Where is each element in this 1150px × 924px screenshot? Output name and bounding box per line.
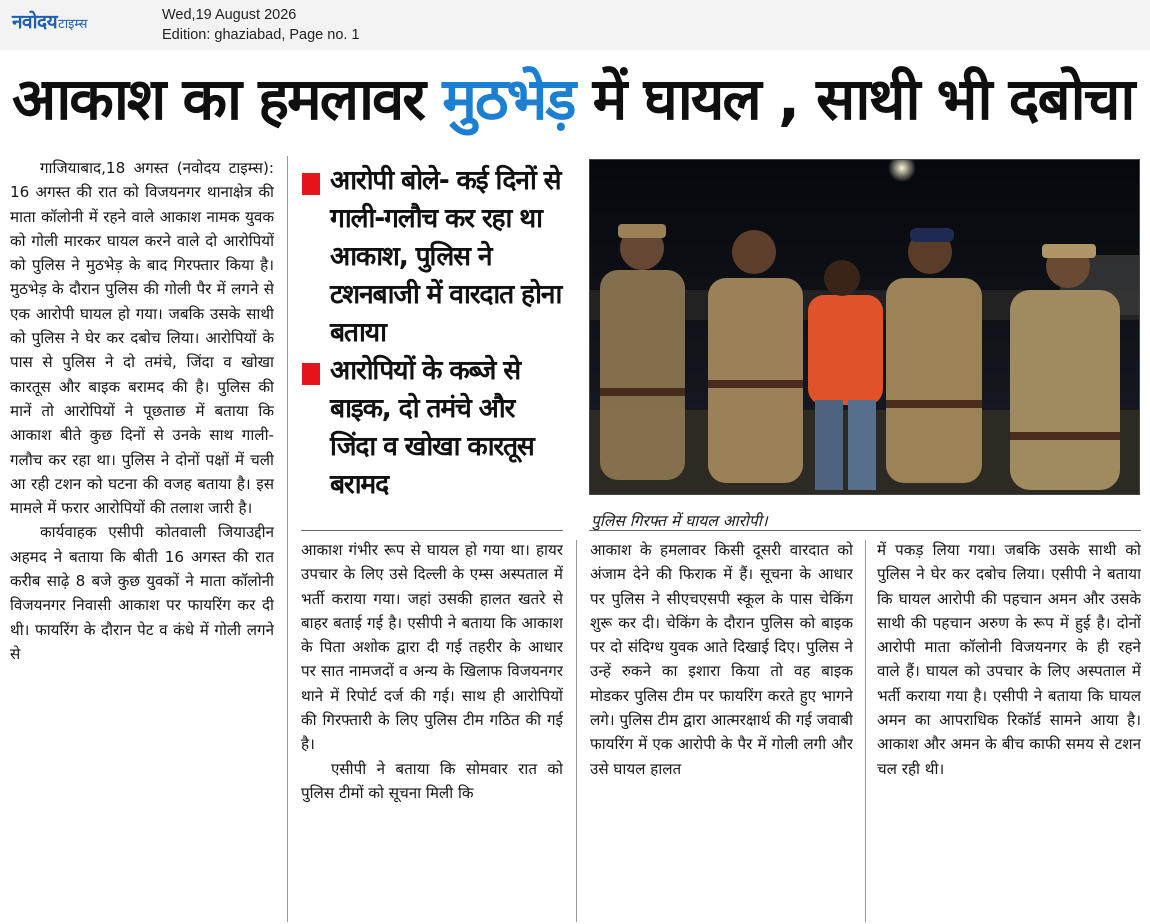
highlight-text: आरोपियों के कब्जे से बाइक, दो तमंचे और जिंदा व खोखा कारतूस बरामद (330, 355, 534, 500)
article-column-4 (877, 538, 1141, 922)
column-1-paragraph-2: कार्यवाहक एसीपी कोतवाली जियाउद्दीन अहमद ने बताया कि बीती 16 अगस्त की रात करीब साढ़े 8 बजे कुछ युवकों ने माता कॉलोनी विजयनगर निवासी आकाश पर फायरिंग कर दी थी। फायरिंग के दौरान पेट व कंधे में गोली लगने से (10, 523, 274, 663)
headline-part-2: में घायल , साथी भी दबोचा (574, 65, 1134, 133)
column-4-paragraph-1: में पकड़ लिया गया। जबकि उसके साथी को पुलिस ने घेर कर दबोच लिया। एसीपी ने बताया कि घायल आरोपी की पहचान अमन और उसके साथी की पहचान अरुण के रूप में हुई है। दोनों आरोपी माता कॉलोनी विजयनगर के ही रहने वाले हैं। घायल को उपचार के लिए अस्पताल में भर्ती कराया गया है। एसीपी ने बताया कि घायल अमन का आपराधिक रिकॉर्ड सामने आया है। आकाश और अमन के बीच काफी समय से टशन चल रही थी। (877, 541, 1141, 778)
highlights-box (300, 162, 565, 504)
article-headline (12, 58, 1142, 140)
police-arrest-photo (590, 160, 1139, 494)
column-divider (865, 540, 866, 922)
edition-meta (162, 5, 360, 45)
column-3-paragraph-1: आकाश के हमलावर किसी दूसरी वारदात को अंजाम देने की फिराक में हैं। सूचना के आधार पर पुलिस ने सीएचएसपी स्कूल के पास चेकिंग शुरू कर दी। चेकिंग के दौरान पुलिस को बाइक पर दो संदिग्ध युवक आते दिखाई दिए। पुलिस ने उन्हें रुकने का इशारा किया तो वह बाइक मोडकर पुलिस टीम पर फायरिंग करते हुए भागने लगे। पुलिस टीम द्वारा आत्मरक्षार्थ की गई जवाबी फायरिंग में एक आरोपी के पैर में गोली लगी और उसे घायल हालत (590, 541, 853, 778)
column-2-paragraph-2: एसीपी ने बताया कि सोमवार रात को पुलिस टीमों को सूचना मिली कि (301, 759, 563, 802)
caption-divider (589, 530, 1141, 531)
column-divider (287, 156, 288, 922)
logo-sub-text: टाइम्स (58, 17, 88, 32)
publication-date: Wed,19 August 2026 (162, 7, 297, 23)
red-square-bullet-icon (302, 173, 320, 195)
highlight-item (300, 352, 565, 504)
highlight-item (300, 162, 565, 352)
newspaper-logo[interactable] (12, 8, 87, 36)
masthead-bar (0, 0, 1150, 50)
red-square-bullet-icon (302, 363, 320, 385)
column-2-paragraph-1: आकाश गंभीर रूप से घायल हो गया था। हायर उपचार के लिए उसे दिल्ली के एम्स अस्पताल में भर्ती कराया गया। जहां उसकी हालत खतरे से बाहर बताई गई है। एसीपी ने बताया कि आकाश के पिता अशोक द्वारा दी गई तहरीर के आधार पर सात नामजदों व अन्य के खिलाफ विजयनगर थाने में रिपोर्ट दर्ज की गई। साथ ही आरोपियों की गिरफ्तारी के लिए पुलिस टीम गठित की गई है। (301, 541, 563, 754)
highlights-divider (301, 530, 563, 531)
news-photo[interactable] (589, 159, 1140, 495)
article-column-2 (301, 538, 563, 922)
column-divider (576, 540, 577, 922)
highlight-text: आरोपी बोले- कई दिनों से गाली-गलौच कर रहा था आकाश, पुलिस ने टशनबाजी में वारदात होना बताया (330, 165, 562, 348)
column-1-paragraph-1: गाजियाबाद,18 अगस्त (नवोदय टाइम्स): 16 अगस्त की रात को विजयनगर थानाक्षेत्र की माता कॉलोनी में रहने वाले आकाश नामक युवक को गोली मारकर घायल करने वाले दो आरोपियों को पुलिस ने मुठभेड़ के बाद गिरफ्तार किया है। मुठभेड़ के दौरान पुलिस की गोली पैर में लगने से एक आरोपी घायल हो गया। जबकि उसके साथी को पुलिस ने घेर कर दबोच लिया। आरोपियों के पास से पुलिस ने दो तमंचे, जिंदा व खोखा कारतूस और बाइक बरामद की है। पुलिस की मानें तो आरोपियों ने पूछताछ में बताया कि आकाश बीते कुछ दिनों से उनके साथ गाली-गलौच कर रहा था। पुलिस ने दोनों पक्षों में चली आ रही टशन को घटना की वजह बताया है। इस मामले में फरार आरोपियों की तलाश जारी है। (10, 159, 274, 518)
headline-part-1: आकाश का हमलावर (12, 65, 443, 133)
edition-page-info: Edition: ghaziabad, Page no. 1 (162, 27, 360, 43)
headline-accent-word: मुठभेड़ (442, 65, 575, 133)
logo-main-text: नवोदय (12, 11, 58, 33)
article-column-1 (10, 156, 274, 922)
photo-caption: पुलिस गिरफ्त में घायल आरोपी। (591, 512, 768, 530)
article-column-3 (590, 538, 853, 922)
